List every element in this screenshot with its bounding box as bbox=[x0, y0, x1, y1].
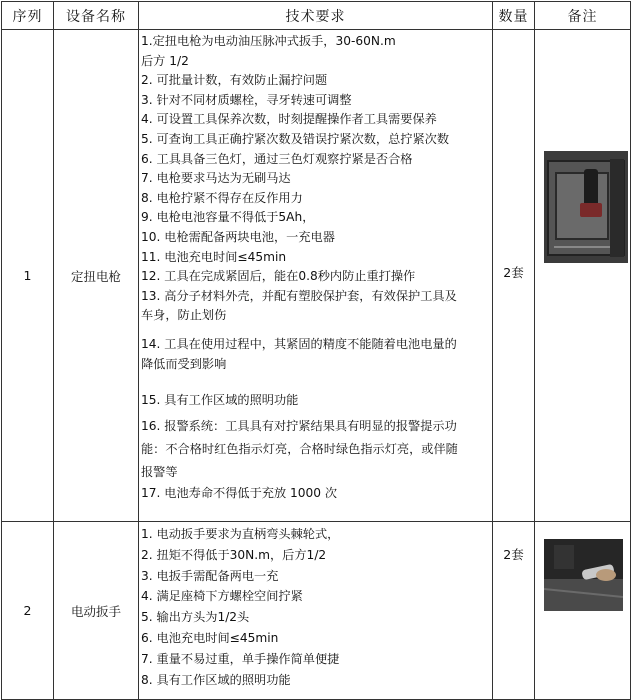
req-line: 1. 电动扳手要求为直柄弯头棘轮式， bbox=[141, 527, 340, 541]
req-line: 5. 可查询工具正确拧紧次数及错误拧紧次数，总拧紧次数 bbox=[141, 131, 450, 146]
req-line: 12. 工具在完成紧固后，能在0.8秒内防止重打操作 bbox=[141, 269, 416, 284]
electric-wrench-photo bbox=[544, 539, 623, 611]
header-tech: 技术要求 bbox=[139, 2, 493, 30]
req-line: 4. 满足座椅下方螺栓空间拧紧 bbox=[141, 589, 303, 604]
req-line: 17. 电池寿命不得低于充放 1000 次 bbox=[141, 485, 338, 500]
row-device: 定扭电枪 bbox=[54, 30, 139, 522]
header-device: 设备名称 bbox=[54, 2, 139, 30]
req-line: 后方 1/2 bbox=[141, 53, 189, 68]
req-line: 9. 电枪电池容量不得低于5Ah， bbox=[141, 210, 315, 225]
row-seq: 1 bbox=[2, 30, 54, 522]
req-line: 6. 工具具备三色灯，通过三色灯观察拧紧是否合格 bbox=[141, 151, 413, 166]
req-line: 14. 工具在使用过程中，其紧固的精度不能随着电池电量的 bbox=[141, 336, 457, 351]
header-note: 备注 bbox=[535, 2, 631, 30]
row-note bbox=[535, 30, 631, 522]
req-line: 11. 电池充电时间≤45min bbox=[141, 249, 287, 264]
header-qty: 数量 bbox=[493, 2, 535, 30]
row-requirements bbox=[139, 30, 493, 522]
req-line: 车身，防止划伤 bbox=[141, 308, 227, 323]
req-line: 4. 可设置工具保养次数，时刻提醒操作者工具需要保养 bbox=[141, 112, 437, 127]
req-line: 2. 扭矩不得低于30N.m，后方1/2 bbox=[141, 547, 327, 562]
row-requirements bbox=[139, 522, 493, 700]
req-line: 8. 具有工作区域的照明功能 bbox=[141, 672, 291, 687]
spec-table bbox=[1, 1, 631, 700]
req-line: 能：不合格时红色指示灯亮，合格时绿色指示灯亮，或伴随 bbox=[141, 441, 458, 456]
req-line: 8. 电枪拧紧不得存在反作用力 bbox=[141, 190, 303, 205]
req-line: 15. 具有工作区域的照明功能 bbox=[141, 393, 299, 408]
req-line: 6. 电池充电时间≤45min bbox=[141, 630, 279, 645]
req-line: 5. 输出方头为1/2头 bbox=[141, 610, 250, 625]
req-line: 13. 高分子材料外壳，并配有塑胶保护套，有效保护工具及 bbox=[141, 288, 457, 303]
req-line: 16. 报警系统：工具具有对拧紧结果具有明显的报警提示功 bbox=[141, 418, 457, 433]
row-seq: 2 bbox=[2, 522, 54, 700]
row-qty: 2套 bbox=[493, 522, 535, 700]
req-line: 1.定扭电枪为电动油压脉冲式扳手，30-60N.m bbox=[141, 34, 396, 48]
req-line: 降低而受到影响 bbox=[141, 356, 227, 371]
req-line: 报警等 bbox=[141, 464, 178, 479]
row-qty: 2套 bbox=[493, 30, 535, 522]
req-line: 7. 重量不易过重，单手操作简单便捷 bbox=[141, 651, 340, 666]
table-row bbox=[2, 522, 631, 700]
torque-gun-photo bbox=[544, 151, 628, 263]
row-device: 电动扳手 bbox=[54, 522, 139, 700]
table-row bbox=[2, 30, 631, 522]
req-line: 10. 电枪需配备两块电池，一充电器 bbox=[141, 229, 335, 244]
req-line: 7. 电枪要求马达为无刷马达 bbox=[141, 171, 291, 186]
row-note bbox=[535, 522, 631, 700]
header-seq: 序列 bbox=[2, 2, 54, 30]
req-line: 3. 针对不同材质螺栓，寻牙转速可调整 bbox=[141, 92, 352, 107]
req-line: 2. 可批量计数，有效防止漏拧问题 bbox=[141, 73, 328, 88]
electric-wrench-illustration bbox=[544, 539, 623, 611]
header-row bbox=[2, 2, 631, 30]
torque-gun-illustration bbox=[544, 151, 628, 263]
req-line: 3. 电扳手需配备两电一充 bbox=[141, 568, 279, 583]
